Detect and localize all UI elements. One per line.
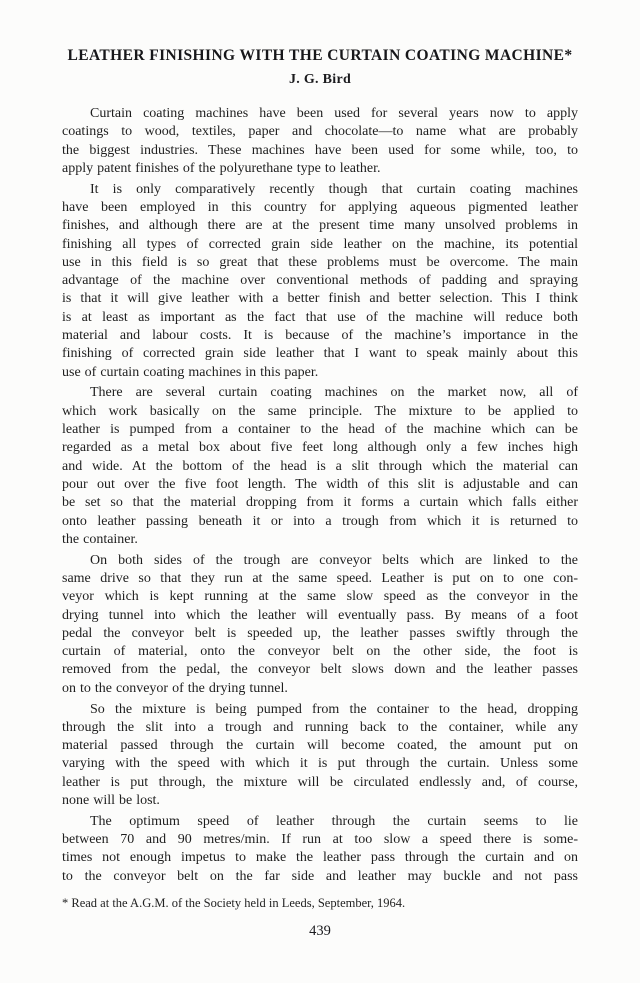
paragraph: [62, 384, 578, 549]
text-line: apply patent finishes of the polyurethane type to leather.: [62, 160, 381, 176]
text-line: which work basically on the same principle. The mixture to be applied to: [62, 403, 578, 419]
paragraph: [62, 701, 578, 811]
text-line: There are several curtain coating machines on the market now, all of: [90, 385, 578, 401]
text-line: So the mixture is being pumped from the container to the head, dropping: [90, 701, 578, 717]
paragraph: [62, 181, 578, 382]
footnote: * Read at the A.G.M. of the Society held in Leeds, September, 1964.: [62, 895, 406, 910]
text-line: advantage of the machine over conventional methods of padding and spraying: [62, 273, 578, 289]
text-line: on to the conveyor of the drying tunnel.: [62, 680, 288, 696]
paper-title: LEATHER FINISHING WITH THE CURTAIN COATING MACHINE*: [67, 47, 573, 64]
text-line: material passed through the curtain will become coated, the amount put on: [62, 738, 578, 754]
text-line: It is only comparatively recently though that curtain coating machines: [90, 181, 578, 197]
text-line: varying with the speed with which it is put through the curtain. Unless some: [62, 756, 578, 772]
text-line: through the slit into a trough and running back to the container, while any: [62, 719, 578, 735]
text-line: none will be lost.: [62, 792, 160, 808]
text-line: drying tunnel into which the leather will eventually pass. By means of a foot: [62, 607, 578, 623]
text-line: use in this field is so great that these problems must be overcome. The main: [62, 254, 578, 270]
text-line: the biggest industries. These machines have been used for some while, too, to: [62, 142, 578, 158]
text-line: have been employed in this country for applying aqueous pigmented leather: [62, 199, 578, 215]
text-line: coatings to wood, textiles, paper and chocolate—to name what are probably: [62, 124, 578, 140]
text-line: is at least as important as the fact that use of the machine will reduce both: [62, 309, 578, 325]
text-line: veyor which is kept running at the same slow speed as the conveyor in the: [62, 589, 578, 605]
text-line: the container.: [62, 531, 138, 547]
text-line: Curtain coating machines have been used for several years now to apply: [90, 106, 578, 121]
paragraph: [62, 813, 578, 886]
text-line: finishes, and although there are at the present time many unsolved problems in: [62, 218, 578, 234]
text-line: regarded as a metal box about five feet long although only a few inches high: [62, 440, 578, 456]
text-line: onto leather passing beneath it or into a trough from which it is returned to: [62, 513, 578, 529]
paragraph: [62, 105, 578, 178]
text-line: is that it will give leather with a better finish and better selection. This I think: [62, 291, 578, 307]
text-line: to the conveyor belt on the far side and leather may buckle and not pass: [62, 868, 578, 884]
text-line: times not enough impetus to make the leather pass through the curtain and on: [62, 850, 578, 866]
text-line: same drive so that they run at the same speed. Leather is put on to one con-: [62, 570, 578, 586]
text-line: The optimum speed of leather through the curtain seems to lie: [90, 813, 578, 829]
paper-author: J. G. Bird: [288, 72, 352, 87]
text-line: leather is pumped from a container to the head of the machine which can be: [62, 422, 578, 438]
text-line: leather is put through, the mixture will be circulated endlessly and, of course,: [62, 774, 578, 790]
text-line: pour out over the five foot length. The width of this slit is adjustable and can: [62, 476, 578, 492]
text-line: and wide. At the bottom of the head is a slit through which the material can: [62, 458, 578, 474]
text-line: use of curtain coating machines in this paper.: [62, 364, 319, 380]
text-line: be set so that the material dropping from it forms a curtain which falls either: [62, 495, 578, 511]
text-line: finishing of corrected grain side leather that I want to speak mainly about this: [62, 346, 578, 362]
text-line: removed from the pedal, the conveyor belt slows down and the leather passes: [62, 662, 578, 678]
text-line: curtain of material, onto the conveyor belt on the other side, the foot is: [62, 644, 578, 660]
page-number: 439: [309, 922, 331, 939]
text-line: finishing all types of corrected grain side leather on the machine, its potential: [62, 236, 578, 252]
text-line: material and labour costs. It is because of the machine’s importance in the: [62, 328, 578, 344]
text-line: between 70 and 90 metres/min. If run at too slow a speed there is some-: [62, 832, 578, 848]
paragraph: [62, 552, 578, 698]
text-line: On both sides of the trough are conveyor belts which are linked to the: [90, 552, 578, 568]
body-paragraphs: [62, 105, 578, 886]
text-line: pedal the conveyor belt is speeded up, the leather passes swiftly through the: [62, 625, 578, 641]
